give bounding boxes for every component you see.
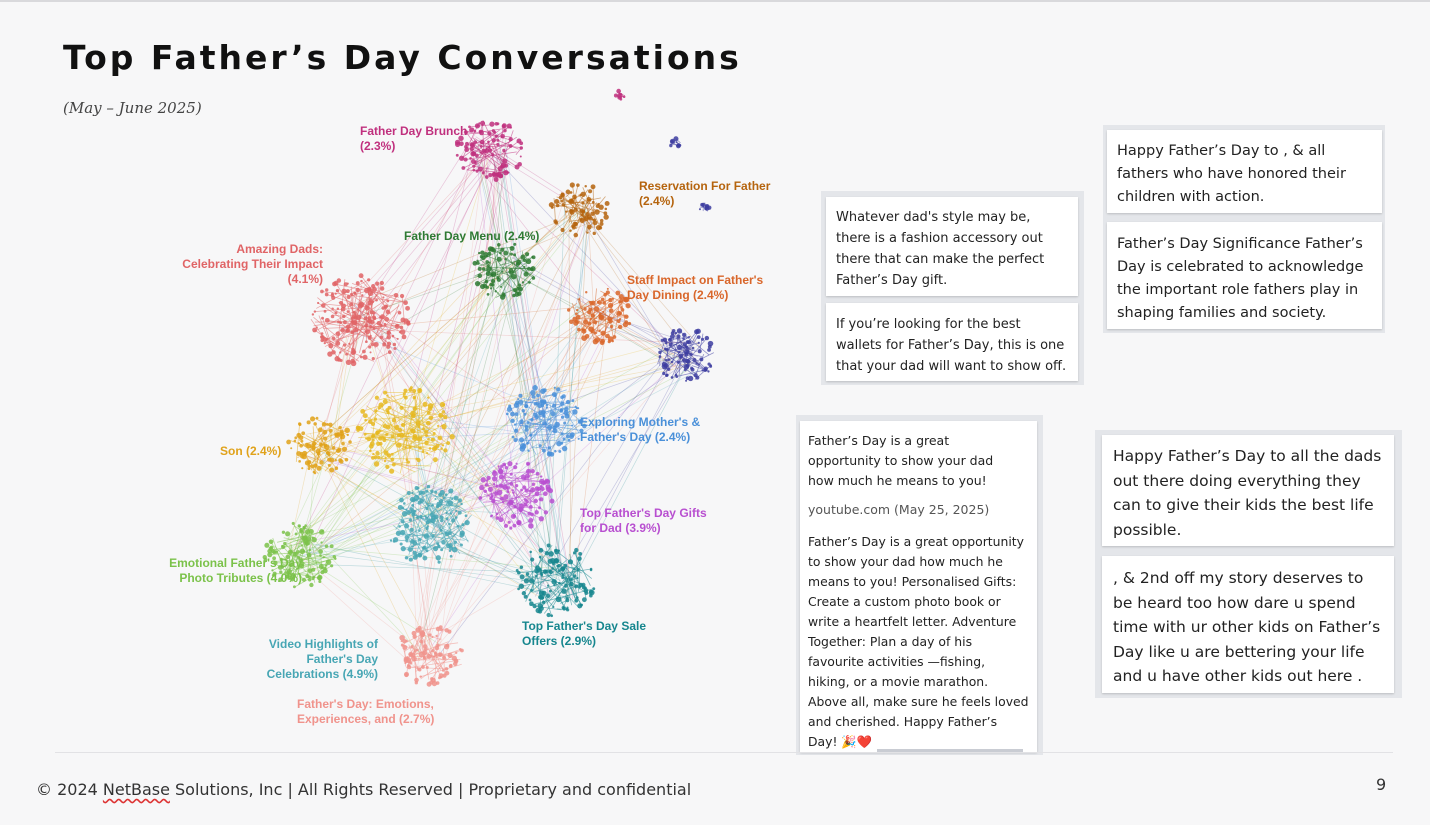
post-heading: Father’s Day is a great opportunity to show your dad how much he means to you! bbox=[808, 433, 994, 488]
post-body: Father’s Day is a great opportunity to show your dad how much he means to you! Personalised Gifts: Create a custom photo book or write a heartfelt letter. Adventure Together: Plan a day of his favourite activities —fishing, hiking, or a movie marathon. Above all, make sure he feels loved and cherished. Happy Father’s Day! 🎉❤️ bbox=[808, 534, 1029, 749]
network-cluster bbox=[516, 544, 595, 618]
topic-label-top-gifts-for-dad: Top Father's Day Gifts for Dad (3.9%) bbox=[580, 506, 707, 535]
network-cluster bbox=[669, 136, 681, 148]
topic-label-reservation-for-father: Reservation For Father (2.4%) bbox=[639, 179, 771, 208]
topic-label-emotions-experiences: Father's Day: Emotions, Experiences, and (2.7%) bbox=[297, 697, 435, 726]
post-card-my-story bbox=[1102, 556, 1394, 693]
network-cluster bbox=[286, 416, 352, 474]
post-text: Whatever dad's style may be, there is a fashion accessory out there that can make the perfect Father’s Day gift. bbox=[836, 210, 1045, 288]
topic-label-staff-impact: Staff Impact on Father's Day Dining (2.4%) bbox=[627, 273, 764, 302]
post-text: , & 2nd off my story deserves to be heard too how dare u spend time with ur other kids on Father’s Day like u are bettering your life and u have other kids out here . bbox=[1113, 569, 1381, 685]
topic-label-father-day-menu: Father Day Menu (2.4%) bbox=[404, 229, 540, 243]
topic-label-top-sale-offers: Top Father's Day Sale Offers (2.9%) bbox=[522, 619, 647, 648]
network-cluster bbox=[549, 182, 610, 237]
footer-suffix: Solutions, Inc | All Rights Reserved | Proprietary and confidential bbox=[169, 780, 692, 799]
post-card-fashion-accessory bbox=[826, 197, 1078, 296]
top-border bbox=[0, 0, 1430, 2]
topic-label-exploring-mothers-fathers-day: Exploring Mother's & Father's Day (2.4%) bbox=[580, 415, 701, 444]
page-number: 9 bbox=[1376, 775, 1387, 794]
slide-title: Top Father’s Day Conversations bbox=[63, 38, 742, 77]
network-cluster bbox=[614, 89, 626, 101]
post-text: Happy Father’s Day to , & all fathers who have honored their children with action. bbox=[1117, 143, 1346, 205]
footer-brand: NetBase bbox=[102, 780, 170, 799]
post-source: youtube.com (May 25, 2025) bbox=[808, 502, 990, 517]
topic-label-emotional-photo-tributes: Emotional Father's Day Photo Tributes (4.0%) bbox=[169, 556, 302, 585]
post-card-youtube bbox=[800, 421, 1037, 752]
topic-label-amazing-dads: Amazing Dads: Celebrating Their Impact (4.1%) bbox=[182, 242, 323, 286]
post-text: If you’re looking for the best wallets for Father’s Day, this is one that your dad will want to show off. bbox=[836, 317, 1067, 374]
footer-copyright bbox=[36, 780, 691, 799]
post-card-best-wallets bbox=[826, 303, 1078, 381]
post-card-honored-children bbox=[1107, 130, 1382, 213]
topic-label-father-day-brunch: Father Day Brunch (2.3%) bbox=[360, 124, 468, 153]
network-cluster bbox=[658, 328, 714, 381]
post-card-significance bbox=[1107, 222, 1382, 329]
slide-subtitle: (May – June 2025) bbox=[63, 99, 202, 117]
post-text: Father’s Day Significance Father’s Day is celebrated to acknowledge the important role fathers play in shaping families and society. bbox=[1117, 236, 1364, 321]
network-edges bbox=[282, 133, 700, 671]
post-text: Happy Father’s Day to all the dads out there doing everything they can to give their kids the best life possible. bbox=[1113, 447, 1382, 539]
topic-label-video-highlights: Video Highlights of Father's Day Celebrations (4.9%) bbox=[266, 637, 378, 681]
post-card-all-dads bbox=[1102, 435, 1394, 546]
footer-prefix: © 2024 bbox=[36, 780, 103, 799]
topic-label-son: Son (2.4%) bbox=[220, 444, 282, 458]
footer-divider bbox=[55, 752, 1393, 753]
